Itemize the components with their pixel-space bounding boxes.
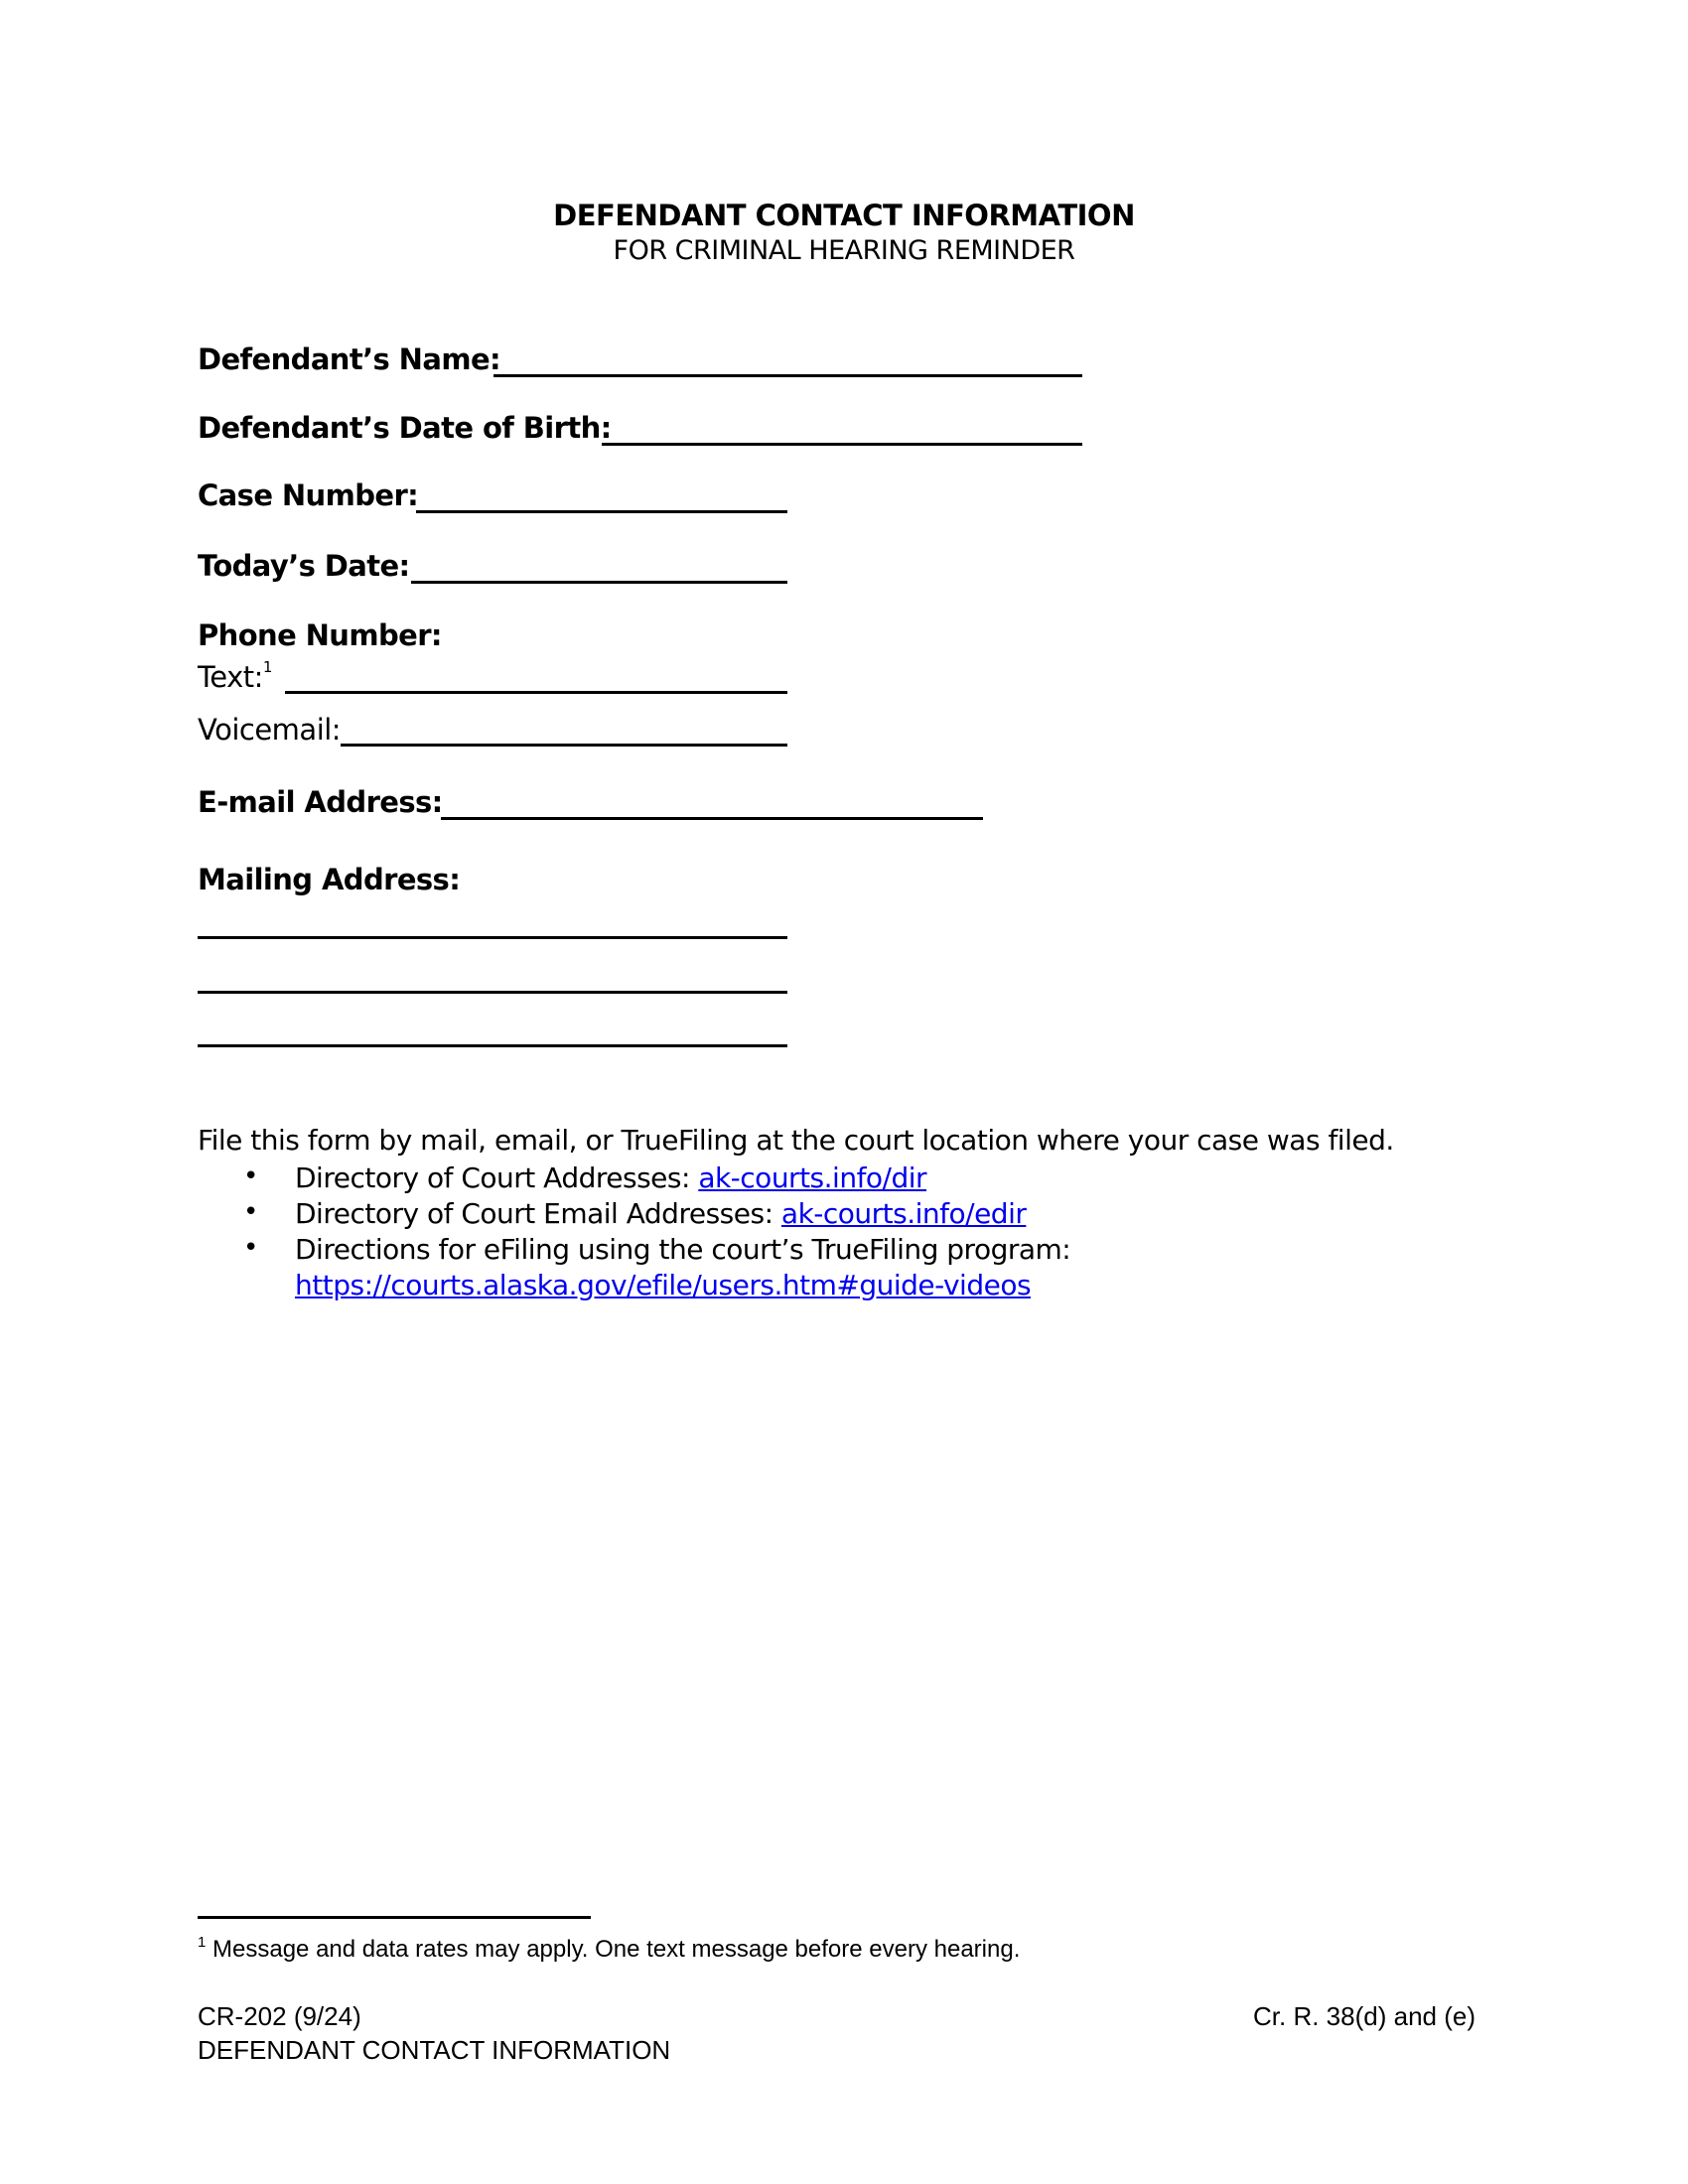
bullet-icon: • xyxy=(243,1197,259,1227)
court-email-link[interactable]: ak-courts.info/edir xyxy=(780,1197,1027,1230)
mailing-address-label: Mailing Address: xyxy=(198,863,461,896)
form-number: CR-202 (9/24) xyxy=(198,2001,361,2031)
email-label: E-mail Address: xyxy=(198,785,443,819)
bullet-item-efiling: Directions for eFiling using the court’s TrueFiling program: xyxy=(295,1233,1071,1266)
efiling-guide-link[interactable]: https://courts.alaska.gov/efile/users.htm#guide-videos xyxy=(295,1269,1032,1301)
footnote-marker: 1 xyxy=(198,1934,207,1951)
mailing-address-line-3[interactable] xyxy=(198,1044,787,1047)
voicemail-label: Voicemail: xyxy=(198,713,342,747)
defendant-dob-label: Defendant’s Date of Birth: xyxy=(198,411,612,445)
defendant-name-field[interactable] xyxy=(493,374,1082,377)
email-field[interactable] xyxy=(441,817,983,820)
todays-date-field[interactable] xyxy=(411,581,787,584)
voicemail-phone-field[interactable] xyxy=(341,744,787,747)
form-subtitle: FOR CRIMINAL HEARING REMINDER xyxy=(613,235,1075,266)
text-label xyxy=(198,660,272,694)
efiling-link-row xyxy=(295,1269,1031,1301)
case-number-label: Case Number: xyxy=(198,478,419,512)
bullet-item-court-email xyxy=(295,1197,1026,1230)
court-addresses-link[interactable]: ak-courts.info/dir xyxy=(698,1161,927,1194)
phone-number-label: Phone Number: xyxy=(198,618,442,652)
footnote-divider xyxy=(198,1916,591,1919)
bullet-icon: • xyxy=(243,1233,259,1263)
todays-date-label: Today’s Date: xyxy=(198,549,410,583)
bullet-text: Directory of Court Email Addresses: xyxy=(295,1197,781,1230)
defendant-name-label: Defendant’s Name: xyxy=(198,342,501,376)
bullet-item-court-addresses xyxy=(295,1161,926,1194)
filing-instructions: File this form by mail, email, or TrueFiling at the court location where your case was filed. xyxy=(198,1124,1394,1157)
form-title: DEFENDANT CONTACT INFORMATION xyxy=(553,199,1135,232)
bullet-text: Directory of Court Addresses: xyxy=(295,1161,699,1194)
bullet-icon: • xyxy=(243,1161,259,1191)
case-number-field[interactable] xyxy=(416,510,787,513)
mailing-address-line-1[interactable] xyxy=(198,936,787,939)
footnote-ref: 1 xyxy=(262,658,272,676)
mailing-address-line-2[interactable] xyxy=(198,991,787,994)
text-phone-field[interactable] xyxy=(285,691,787,694)
footer-form-name: DEFENDANT CONTACT INFORMATION xyxy=(198,2035,671,2065)
footnote-text: Message and data rates may apply. One text message before every hearing. xyxy=(212,1936,1021,1963)
footnote xyxy=(198,1936,1020,1964)
defendant-dob-field[interactable] xyxy=(602,443,1082,446)
text-label-text: Text: xyxy=(198,660,263,694)
rule-reference: Cr. R. 38(d) and (e) xyxy=(1253,2001,1476,2031)
